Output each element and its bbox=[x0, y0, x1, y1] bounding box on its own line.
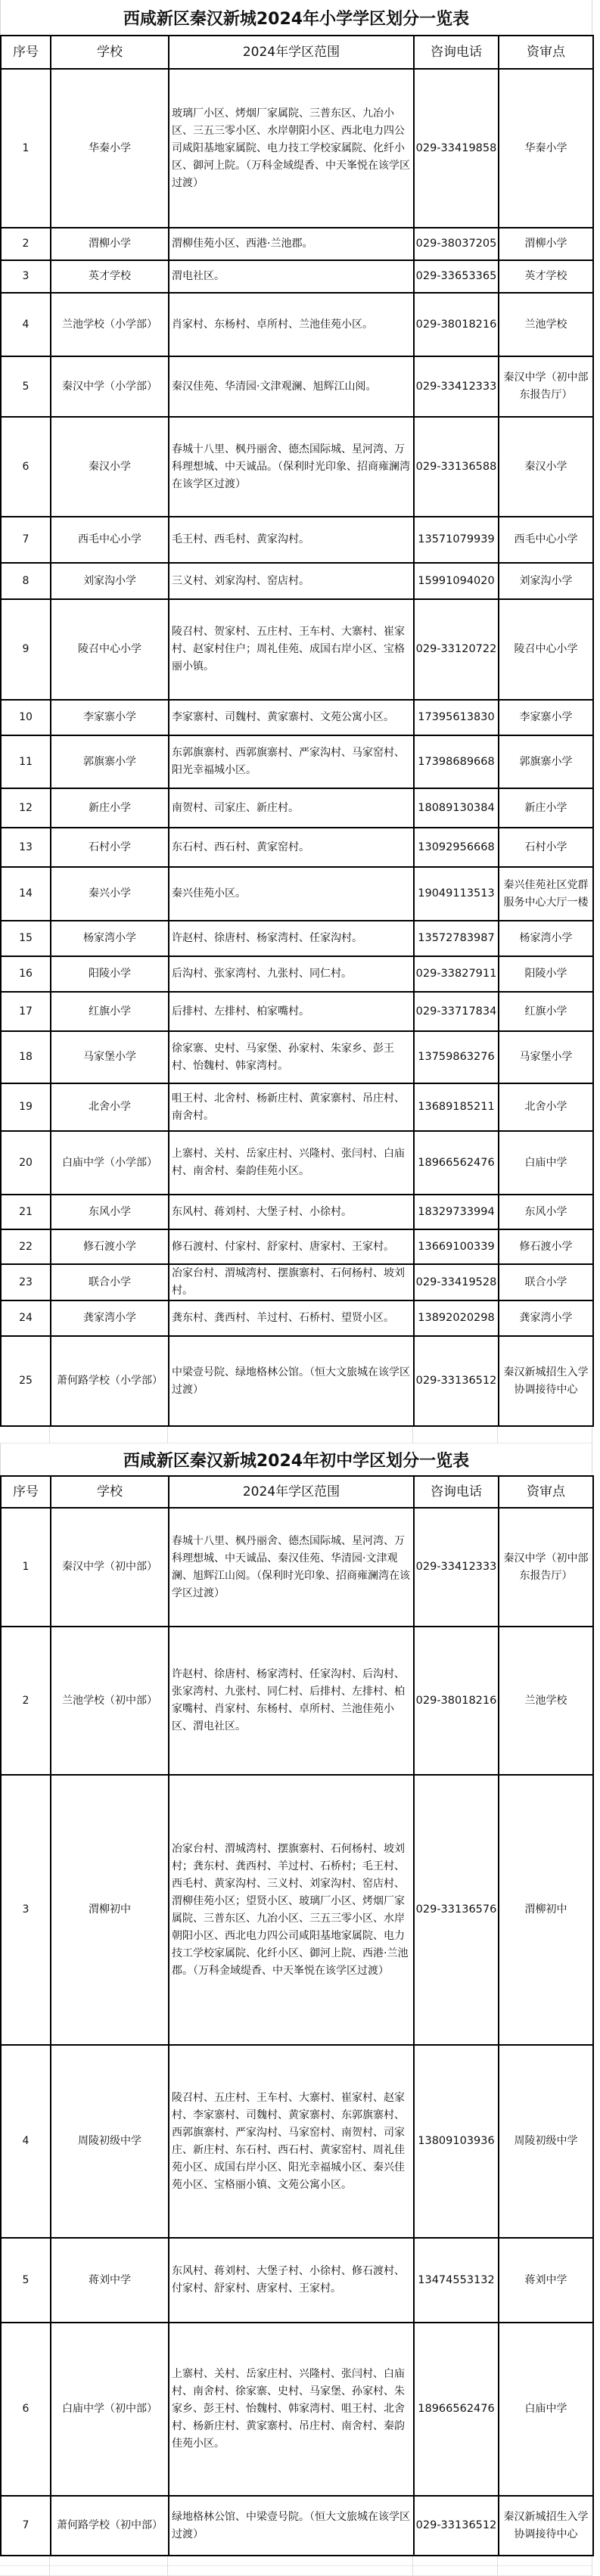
row-number-cell: 4 bbox=[1, 293, 51, 356]
phone-cell: 029-33120722 bbox=[414, 599, 499, 700]
district-range-cell: 秦兴佳苑小区。 bbox=[169, 867, 414, 921]
review-point-cell: 秦汉小学 bbox=[499, 417, 593, 517]
phone-cell: 029-33412333 bbox=[414, 1508, 499, 1627]
review-point-cell: 秦汉中学（初中部东报告厅） bbox=[499, 1508, 593, 1627]
review-point-cell: 陵召中心小学 bbox=[499, 599, 593, 700]
table-row bbox=[1, 1229, 593, 1264]
review-point-cell: 龚家湾小学 bbox=[499, 1300, 593, 1336]
school-name-cell: 联合小学 bbox=[51, 1264, 169, 1300]
phone-cell: 029-33412333 bbox=[414, 356, 499, 417]
district-range-cell: 龚东村、龚西村、羊过村、石桥村、望贤小区。 bbox=[169, 1300, 414, 1336]
school-name-cell: 陵召中心小学 bbox=[51, 599, 169, 700]
row-number-cell: 16 bbox=[1, 956, 51, 992]
review-point-cell: 秦汉中学（初中部东报告厅） bbox=[499, 356, 593, 417]
table-row bbox=[1, 867, 593, 921]
district-range-cell: 东郭旗寨村、西郭旗寨村、严家沟村、马家窑村、阳光幸福城小区。 bbox=[169, 735, 414, 788]
review-point-cell: 李家寨小学 bbox=[499, 700, 593, 735]
district-range-cell: 上寨村、关村、岳家庄村、兴隆村、张闫村、白庙村、南舍村、徐家寨、史村、马家堡、孙家村、朱家乡、彭王村、怡魏村、韩家湾村、咀王村、北舍村、杨新庄村、黄家寨村、吊庄村、南舍村、秦韵佳苑小区。 bbox=[169, 2323, 414, 2496]
school-name-cell: 西毛中心小学 bbox=[51, 517, 169, 563]
phone-cell: 029-38018216 bbox=[414, 1627, 499, 1775]
row-number-cell: 23 bbox=[1, 1264, 51, 1300]
table-row bbox=[1, 417, 593, 517]
district-range-cell: 咀王村、北舍村、杨新庄村、黄家寨村、吊庄村、南舍村。 bbox=[169, 1083, 414, 1131]
school-name-cell: 杨家湾小学 bbox=[51, 921, 169, 956]
review-point-cell: 西毛中心小学 bbox=[499, 517, 593, 563]
school-name-cell: 龚家湾小学 bbox=[51, 1300, 169, 1336]
header-range: 2024年学区范围 bbox=[169, 1476, 414, 1508]
table-row bbox=[1, 1627, 593, 1775]
district-range-cell: 中梁壹号院、绿地格林公馆。（恒大文旅城在该学区过渡） bbox=[169, 1336, 414, 1426]
review-point-cell: 石村小学 bbox=[499, 828, 593, 867]
row-number-cell: 8 bbox=[1, 563, 51, 599]
table-row bbox=[1, 1131, 593, 1195]
review-point-cell: 秦汉新城招生入学协调接待中心 bbox=[499, 1336, 593, 1426]
phone-cell: 13474553132 bbox=[414, 2238, 499, 2323]
district-range-cell: 春城十八里、枫丹丽舍、德杰国际城、星河湾、万科理想城、中天诚品。（保利时光印象、招商雍澜湾在该学区过渡） bbox=[169, 417, 414, 517]
table-row bbox=[1, 2496, 593, 2556]
school-name-cell: 华秦小学 bbox=[51, 69, 169, 228]
row-number-cell: 11 bbox=[1, 735, 51, 788]
school-name-cell: 兰池学校（小学部） bbox=[51, 293, 169, 356]
table-row bbox=[1, 700, 593, 735]
review-point-cell: 修石渡小学 bbox=[499, 1229, 593, 1264]
table-row bbox=[1, 735, 593, 788]
phone-cell: 17398689668 bbox=[414, 735, 499, 788]
review-point-cell: 华秦小学 bbox=[499, 69, 593, 228]
school-name-cell: 阳陵小学 bbox=[51, 956, 169, 992]
phone-cell: 029-33136588 bbox=[414, 417, 499, 517]
school-name-cell: 秦汉小学 bbox=[51, 417, 169, 517]
district-range-cell: 南贺村、司家庄、新庄村。 bbox=[169, 788, 414, 828]
school-name-cell: 萧何路学校（初中部） bbox=[51, 2496, 169, 2556]
header-row bbox=[1, 1476, 593, 1508]
row-number-cell: 20 bbox=[1, 1131, 51, 1195]
row-number-cell: 12 bbox=[1, 788, 51, 828]
header-seq: 序号 bbox=[1, 1476, 51, 1508]
row-number-cell: 25 bbox=[1, 1336, 51, 1426]
review-point-cell: 东风小学 bbox=[499, 1195, 593, 1229]
table-row bbox=[1, 517, 593, 563]
review-point-cell: 新庄小学 bbox=[499, 788, 593, 828]
spacer-row bbox=[0, 1427, 592, 1443]
school-name-cell: 郭旗寨小学 bbox=[51, 735, 169, 788]
table-row bbox=[1, 1508, 593, 1627]
row-number-cell: 14 bbox=[1, 867, 51, 921]
school-name-cell: 石村小学 bbox=[51, 828, 169, 867]
row-number-cell: 19 bbox=[1, 1083, 51, 1131]
district-range-cell: 徐家寨、史村、马家堡、孙家村、朱家乡、彭王村、怡魏村、韩家湾村。 bbox=[169, 1031, 414, 1083]
school-name-cell: 东风小学 bbox=[51, 1195, 169, 1229]
district-range-cell: 修石渡村、付家村、舒家村、唐家村、王家村。 bbox=[169, 1229, 414, 1264]
district-range-cell: 玻璃厂小区、烤烟厂家属院、三普东区、九冶小区、三五三零小区、水岸朝阳小区、西北电力四公司咸阳基地家属院、电力技工学校家属院、化纤小区、御河上院。（万科金域缇香、中天峯悦在该学区过渡） bbox=[169, 69, 414, 228]
district-range-cell: 渭柳佳苑小区、西港·兰池郡。 bbox=[169, 228, 414, 260]
table-row bbox=[1, 1031, 593, 1083]
middle-table-title: 西咸新区秦汉新城2024年初中学区划分一览表 bbox=[0, 1443, 592, 1475]
header-school: 学校 bbox=[51, 36, 169, 69]
phone-cell: 13759863276 bbox=[414, 1031, 499, 1083]
district-range-cell: 上寨村、关村、岳家庄村、兴隆村、张闫村、白庙村、南舍村、秦韵佳苑小区。 bbox=[169, 1131, 414, 1195]
review-point-cell: 渭柳初中 bbox=[499, 1775, 593, 2045]
review-point-cell: 蒋刘中学 bbox=[499, 2238, 593, 2323]
school-name-cell: 秦兴小学 bbox=[51, 867, 169, 921]
header-phone: 咨询电话 bbox=[414, 36, 499, 69]
row-number-cell: 7 bbox=[1, 517, 51, 563]
district-range-cell: 冶家台村、渭城湾村、摆旗寨村、石何杨村、坡刘村；龚东村、龚西村、羊过村、石桥村；毛王村、西毛村、黄家沟村、三义村、刘家沟村、窑店村、渭柳佳苑小区；望贤小区、玻璃厂小区、烤烟厂家属院、三普东区、九冶小区、三五三零小区、水岸朝阳小区、西北电力四公司咸阳基地家属院、电力技工学校家属院、化纤小区、御河上院、西港·兰池郡。（万科金域缇香、中天峯悦在该学区过渡） bbox=[169, 1775, 414, 2045]
phone-cell: 13571079939 bbox=[414, 517, 499, 563]
phone-cell: 13669100339 bbox=[414, 1229, 499, 1264]
header-school: 学校 bbox=[51, 1476, 169, 1508]
school-name-cell: 秦汉中学（小学部） bbox=[51, 356, 169, 417]
school-name-cell: 白庙中学（初中部） bbox=[51, 2323, 169, 2496]
district-range-cell: 三义村、刘家沟村、窑店村。 bbox=[169, 563, 414, 599]
school-name-cell: 白庙中学（小学部） bbox=[51, 1131, 169, 1195]
school-name-cell: 马家堡小学 bbox=[51, 1031, 169, 1083]
school-name-cell: 萧何路学校（小学部） bbox=[51, 1336, 169, 1426]
review-point-cell: 秦汉新城招生入学协调接待中心 bbox=[499, 2496, 593, 2556]
district-range-cell: 秦汉佳苑、华清园·文津观澜、旭辉江山阅。 bbox=[169, 356, 414, 417]
district-range-cell: 绿地格林公馆、中梁壹号院。（恒大文旅城在该学区过渡） bbox=[169, 2496, 414, 2556]
review-point-cell: 兰池学校 bbox=[499, 1627, 593, 1775]
district-range-cell: 后排村、左排村、柏家嘴村。 bbox=[169, 992, 414, 1031]
table-row bbox=[1, 356, 593, 417]
phone-cell: 13809103936 bbox=[414, 2045, 499, 2238]
review-point-cell: 兰池学校 bbox=[499, 293, 593, 356]
phone-cell: 029-33419528 bbox=[414, 1264, 499, 1300]
phone-cell: 13092956668 bbox=[414, 828, 499, 867]
row-number-cell: 13 bbox=[1, 828, 51, 867]
school-name-cell: 周陵初级中学 bbox=[51, 2045, 169, 2238]
phone-cell: 029-33136576 bbox=[414, 1775, 499, 2045]
review-point-cell: 刘家沟小学 bbox=[499, 563, 593, 599]
row-number-cell: 24 bbox=[1, 1300, 51, 1336]
phone-cell: 029-38018216 bbox=[414, 293, 499, 356]
empty-grid-row bbox=[0, 2556, 592, 2566]
review-point-cell: 秦兴佳苑社区党群服务中心大厅一楼 bbox=[499, 867, 593, 921]
phone-cell: 18966562476 bbox=[414, 2323, 499, 2496]
phone-cell: 029-33136512 bbox=[414, 1336, 499, 1426]
header-range: 2024年学区范围 bbox=[169, 36, 414, 69]
school-name-cell: 秦汉中学（初中部） bbox=[51, 1508, 169, 1627]
table-row bbox=[1, 260, 593, 293]
district-range-cell: 冶家台村、渭城湾村、摆旗寨村、石何杨村、坡刘村。 bbox=[169, 1264, 414, 1300]
table-row bbox=[1, 1264, 593, 1300]
row-number-cell: 1 bbox=[1, 1508, 51, 1627]
table-row bbox=[1, 788, 593, 828]
row-number-cell: 7 bbox=[1, 2496, 51, 2556]
district-range-cell: 后沟村、张家湾村、九张村、同仁村。 bbox=[169, 956, 414, 992]
phone-cell: 029-33136512 bbox=[414, 2496, 499, 2556]
phone-cell: 15991094020 bbox=[414, 563, 499, 599]
review-point-cell: 杨家湾小学 bbox=[499, 921, 593, 956]
phone-cell: 13892020298 bbox=[414, 1300, 499, 1336]
school-name-cell: 蒋刘中学 bbox=[51, 2238, 169, 2323]
review-point-cell: 联合小学 bbox=[499, 1264, 593, 1300]
table-row bbox=[1, 2045, 593, 2238]
phone-cell: 029-33419858 bbox=[414, 69, 499, 228]
row-number-cell: 2 bbox=[1, 228, 51, 260]
review-point-cell: 白庙中学 bbox=[499, 1131, 593, 1195]
phone-cell: 18329733994 bbox=[414, 1195, 499, 1229]
row-number-cell: 3 bbox=[1, 1775, 51, 2045]
review-point-cell: 北舍小学 bbox=[499, 1083, 593, 1131]
review-point-cell: 周陵初级中学 bbox=[499, 2045, 593, 2238]
primary-table-title: 西咸新区秦汉新城2024年小学学区划分一览表 bbox=[0, 0, 592, 35]
row-number-cell: 5 bbox=[1, 356, 51, 417]
table-row bbox=[1, 921, 593, 956]
header-phone: 咨询电话 bbox=[414, 1476, 499, 1508]
row-number-cell: 10 bbox=[1, 700, 51, 735]
table-row bbox=[1, 956, 593, 992]
review-point-cell: 英才学校 bbox=[499, 260, 593, 293]
row-number-cell: 1 bbox=[1, 69, 51, 228]
school-name-cell: 修石渡小学 bbox=[51, 1229, 169, 1264]
header-row bbox=[1, 36, 593, 69]
district-range-cell: 陵召村、贺家村、五庄村、王车村、大寨村、崔家村、赵家村住户；周礼佳苑、成国右岸小区、宝格丽小镇。 bbox=[169, 599, 414, 700]
phone-cell: 18966562476 bbox=[414, 1131, 499, 1195]
row-number-cell: 21 bbox=[1, 1195, 51, 1229]
review-point-cell: 渭柳小学 bbox=[499, 228, 593, 260]
table-row bbox=[1, 1336, 593, 1426]
phone-cell: 029-33827911 bbox=[414, 956, 499, 992]
review-point-cell: 阳陵小学 bbox=[499, 956, 593, 992]
table-row bbox=[1, 992, 593, 1031]
review-point-cell: 白庙中学 bbox=[499, 2323, 593, 2496]
middle-school-district-table bbox=[0, 1475, 594, 2556]
row-number-cell: 6 bbox=[1, 417, 51, 517]
phone-cell: 13689185211 bbox=[414, 1083, 499, 1131]
empty-grid-row bbox=[0, 2566, 592, 2576]
district-range-cell: 肖家村、东杨村、卓所村、兰池佳苑小区。 bbox=[169, 293, 414, 356]
table-row bbox=[1, 69, 593, 228]
phone-cell: 18089130384 bbox=[414, 788, 499, 828]
row-number-cell: 9 bbox=[1, 599, 51, 700]
header-review: 资审点 bbox=[499, 36, 593, 69]
middle-table-body bbox=[1, 1508, 593, 2556]
row-number-cell: 17 bbox=[1, 992, 51, 1031]
district-range-cell: 李家寨村、司魏村、黄家寨村、文苑公寓小区。 bbox=[169, 700, 414, 735]
row-number-cell: 15 bbox=[1, 921, 51, 956]
header-review: 资审点 bbox=[499, 1476, 593, 1508]
table-row bbox=[1, 2323, 593, 2496]
primary-school-district-table bbox=[0, 35, 594, 1427]
district-range-cell: 东石村、西石村、黄家窑村。 bbox=[169, 828, 414, 867]
row-number-cell: 4 bbox=[1, 2045, 51, 2238]
table-row bbox=[1, 1775, 593, 2045]
school-name-cell: 新庄小学 bbox=[51, 788, 169, 828]
phone-cell: 029-33653365 bbox=[414, 260, 499, 293]
row-number-cell: 6 bbox=[1, 2323, 51, 2496]
district-range-cell: 春城十八里、枫丹丽舍、德杰国际城、星河湾、万科理想城、中天诚品、秦汉佳苑、华清园·文津观澜、旭辉江山阅。（保利时光印象、招商雍澜湾在该学区过渡） bbox=[169, 1508, 414, 1627]
school-name-cell: 兰池学校（初中部） bbox=[51, 1627, 169, 1775]
row-number-cell: 3 bbox=[1, 260, 51, 293]
row-number-cell: 22 bbox=[1, 1229, 51, 1264]
row-number-cell: 2 bbox=[1, 1627, 51, 1775]
district-range-cell: 东风村、蒋刘村、大堡子村、小徐村、修石渡村、付家村、舒家村、唐家村、王家村。 bbox=[169, 2238, 414, 2323]
phone-cell: 17395613830 bbox=[414, 700, 499, 735]
school-name-cell: 李家寨小学 bbox=[51, 700, 169, 735]
review-point-cell: 郭旗寨小学 bbox=[499, 735, 593, 788]
district-range-cell: 陵召村、五庄村、王车村、大寨村、崔家村、赵家村、李家寨村、司魏村、黄家寨村、东郭旗寨村、西郭旗寨村、严家沟村、马家窑村、南贺村、司家庄、新庄村、东石村、西石村、黄家窑村、周礼佳苑小区、成国右岸小区、阳光幸福城小区、秦兴佳苑小区、宝格丽小镇、文苑公寓小区。 bbox=[169, 2045, 414, 2238]
school-name-cell: 渭柳小学 bbox=[51, 228, 169, 260]
table-row bbox=[1, 563, 593, 599]
review-point-cell: 马家堡小学 bbox=[499, 1031, 593, 1083]
header-seq: 序号 bbox=[1, 36, 51, 69]
district-range-cell: 许赵村、徐唐村、杨家湾村、任家沟村、后沟村、张家湾村、九张村、同仁村、后排村、左排村、柏家嘴村、肖家村、东杨村、卓所村、兰池佳苑小区、渭电社区。 bbox=[169, 1627, 414, 1775]
school-name-cell: 英才学校 bbox=[51, 260, 169, 293]
phone-cell: 19049113513 bbox=[414, 867, 499, 921]
district-range-cell: 许赵村、徐唐村、杨家湾村、任家沟村。 bbox=[169, 921, 414, 956]
school-name-cell: 渭柳初中 bbox=[51, 1775, 169, 2045]
district-range-cell: 东风村、蒋刘村、大堡子村、小徐村。 bbox=[169, 1195, 414, 1229]
school-name-cell: 刘家沟小学 bbox=[51, 563, 169, 599]
phone-cell: 13572783987 bbox=[414, 921, 499, 956]
table-row bbox=[1, 1300, 593, 1336]
table-row bbox=[1, 1195, 593, 1229]
table-row bbox=[1, 2238, 593, 2323]
school-name-cell: 北舍小学 bbox=[51, 1083, 169, 1131]
primary-table-body bbox=[1, 69, 593, 1426]
table-row bbox=[1, 828, 593, 867]
table-row bbox=[1, 293, 593, 356]
review-point-cell: 红旗小学 bbox=[499, 992, 593, 1031]
table-row bbox=[1, 599, 593, 700]
school-name-cell: 红旗小学 bbox=[51, 992, 169, 1031]
district-range-cell: 渭电社区。 bbox=[169, 260, 414, 293]
row-number-cell: 18 bbox=[1, 1031, 51, 1083]
district-range-cell: 毛王村、西毛村、黄家沟村。 bbox=[169, 517, 414, 563]
phone-cell: 029-38037205 bbox=[414, 228, 499, 260]
row-number-cell: 5 bbox=[1, 2238, 51, 2323]
table-row bbox=[1, 228, 593, 260]
table-row bbox=[1, 1083, 593, 1131]
phone-cell: 029-33717834 bbox=[414, 992, 499, 1031]
